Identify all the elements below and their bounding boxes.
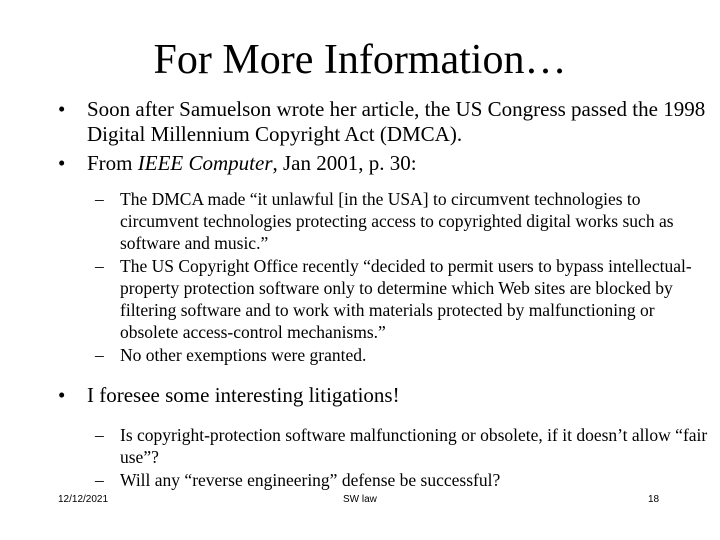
- footer-date: 12/12/2021: [58, 494, 109, 505]
- bullet-marker: •: [58, 383, 66, 407]
- sub-bullet-item: [58, 255, 708, 343]
- sub-bullet-item: [58, 188, 708, 254]
- slide-title: For More Information…: [153, 37, 567, 83]
- sub-bullet-item: [58, 344, 708, 366]
- sub-bullet-text: No other exemptions were granted.: [120, 345, 367, 365]
- dash-marker: –: [95, 470, 104, 490]
- bullet-text-suffix: , Jan 2001, p. 30:: [272, 151, 417, 175]
- bullet-marker: •: [58, 97, 66, 121]
- page-number: 18: [648, 494, 660, 505]
- sub-bullet-text: The DMCA made “it unlawful [in the USA] to circumvent technologies to circumvent technologies protecting access to copyrighted digital works such as software and music.”: [120, 189, 674, 253]
- bullet-marker: •: [58, 151, 66, 175]
- bullet-item: [58, 97, 708, 147]
- bullet-text: I foresee some interesting litigations!: [87, 383, 400, 407]
- dash-marker: –: [95, 425, 104, 445]
- bullet-text: Soon after Samuelson wrote her article, the US Congress passed the 1998 Digital Millennium Copyright Act (DMCA).: [87, 97, 706, 146]
- sub-bullet-text: The US Copyright Office recently “decided to permit users to bypass intellectual-property protection software only to determine which Web sites are blocked by filtering software and to work with materials protected by malfunctioning or obsolete access-control mechanisms.”: [120, 256, 692, 342]
- slide-body: [58, 97, 708, 491]
- sub-bullet-text: Will any “reverse engineering” defense be successful?: [120, 470, 501, 490]
- bullet-item: [58, 151, 708, 176]
- publication-name: IEEE Computer: [137, 151, 273, 175]
- bullet-text-prefix: From: [87, 151, 138, 175]
- sub-bullet-item: [58, 469, 708, 491]
- dash-marker: –: [95, 189, 104, 209]
- footer-title: SW law: [343, 494, 377, 505]
- sub-bullet-text: Is copyright-protection software malfunctioning or obsolete, if it doesn’t allow “fair use”?: [120, 425, 708, 467]
- bullet-item: [58, 383, 708, 408]
- sub-bullet-item: [58, 424, 708, 468]
- dash-marker: –: [95, 256, 104, 276]
- dash-marker: –: [95, 345, 104, 365]
